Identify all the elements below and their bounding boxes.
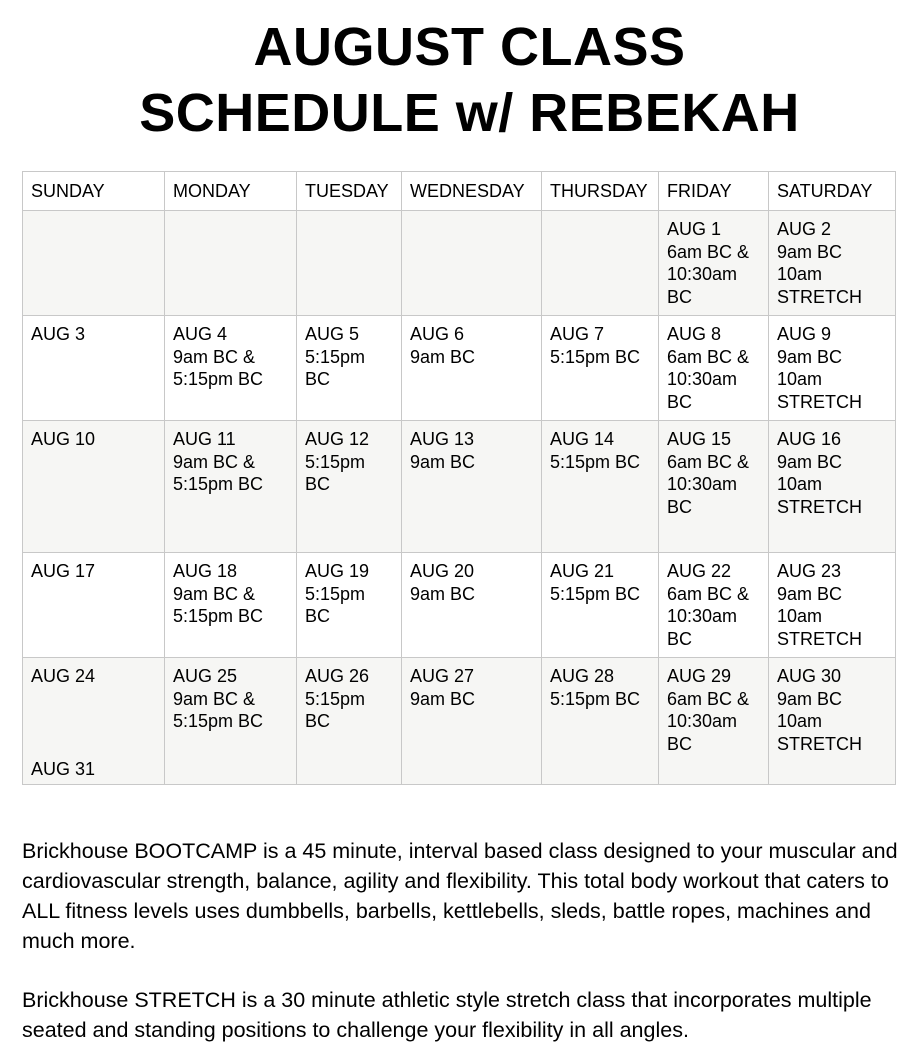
class-time-line: 5:15pm BC [173,711,264,731]
day-cell-content [31,665,156,778]
stretch-description: Brickhouse STRETCH is a 30 minute athletic style stretch class that incorporates multiple seated and standing positions to challenge your flexibility in all angles. [22,988,872,1042]
day-cell-content [410,665,533,778]
header-monday: MONDAY [165,172,297,211]
day-cell-content [305,218,393,309]
day-cell-thursday [542,316,659,421]
class-time-line: BC [305,606,331,626]
day-cell-thursday [542,553,659,658]
class-time-line: STRETCH [777,628,862,649]
day-cell-tuesday [297,553,402,658]
day-cell-content [550,218,650,309]
class-time-line: BC [305,711,331,731]
day-cell-content [410,323,533,414]
day-date-label: AUG 27 [410,666,475,686]
day-cell-content [667,323,760,414]
day-cell-content [31,323,156,414]
class-time-line: 10am [777,711,823,731]
day-cell-content [305,560,393,651]
day-cell-sunday [23,211,165,316]
class-time-line: 9am BC [410,583,476,604]
day-date-label: AUG 13 [410,429,475,449]
class-time-line: 10:30am [667,474,738,494]
day-cell-wednesday [402,421,542,553]
day-cell-wednesday [402,658,542,785]
week-row-2 [23,316,896,421]
class-time-line: 5:15pm BC [550,583,641,604]
class-time-line: 9am BC [410,451,476,472]
day-cell-content [550,428,650,546]
header-saturday: SATURDAY [769,172,896,211]
class-time-line: 9am BC & [173,688,256,709]
class-time-line: BC [667,391,693,412]
day-cell-monday [165,553,297,658]
class-time-line: 10:30am [667,264,738,284]
class-time-line: 10:30am [667,606,738,626]
class-time-line: 10:30am [667,369,738,389]
day-cell-content [667,665,760,778]
class-time-line: 5:15pm [305,688,366,709]
day-cell-saturday [769,421,896,553]
day-cell-friday [659,211,769,316]
class-time-line: 9am BC [777,241,843,262]
day-date-label: AUG 1 [667,219,722,239]
class-time-line: STRETCH [777,496,862,517]
day-cell-content [410,218,533,309]
class-time-line: 9am BC [410,346,476,367]
day-cell-monday [165,421,297,553]
day-cell-tuesday [297,658,402,785]
day-cell-saturday [769,553,896,658]
day-cell-content [667,218,760,309]
day-cell-thursday [542,211,659,316]
class-time-line: 5:15pm BC [173,606,264,626]
class-time-line: STRETCH [777,286,862,307]
day-cell-sunday [23,421,165,553]
bootcamp-description: Brickhouse BOOTCAMP is a 45 minute, interval based class designed to your muscular and cardiovascular strength, balance, agility and flexibility. This total body workout that caters to ALL fitness levels uses dumbbells, barbells, kettlebells, sleds, battle ropes, machines and much more. [22,839,898,953]
class-time-line: BC [305,369,331,389]
day-cell-content [410,428,533,546]
class-time-line: 6am BC & [667,241,750,262]
header-sunday: SUNDAY [23,172,165,211]
class-schedule-table [22,171,896,785]
class-time-line: 5:15pm BC [173,369,264,389]
day-date-label: AUG 4 [173,324,228,344]
class-time-line: 9am BC [777,346,843,367]
class-time-line: BC [667,496,693,517]
header-tuesday: TUESDAY [297,172,402,211]
day-cell-content [667,428,760,546]
day-date-label: AUG 9 [777,324,832,344]
day-cell-wednesday [402,316,542,421]
day-cell-tuesday [297,421,402,553]
title-line-2: SCHEDULE w/ REBEKAH [139,83,800,143]
class-time-line: STRETCH [777,391,862,412]
class-time-line: 9am BC [410,688,476,709]
day-cell-friday [659,553,769,658]
class-time-line: 5:15pm BC [550,451,641,472]
day-date-label: AUG 26 [305,666,370,686]
class-time-line: 5:15pm BC [550,688,641,709]
day-date-label: AUG 17 [31,561,96,581]
day-cell-content [550,323,650,414]
day-cell-wednesday [402,211,542,316]
day-cell-content [173,428,288,546]
day-date-label: AUG 16 [777,429,842,449]
class-time-line: 6am BC & [667,688,750,709]
day-date-label: AUG 11 [173,429,236,449]
class-time-line: 6am BC & [667,583,750,604]
class-time-line: 9am BC & [173,451,256,472]
day-cell-content [777,665,887,778]
class-time-line: BC [667,733,693,754]
day-date-label: AUG 15 [667,429,732,449]
day-date-label: AUG 20 [410,561,475,581]
day-date-label: AUG 25 [173,666,238,686]
class-time-line: 5:15pm BC [550,346,641,367]
day-date-label: AUG 28 [550,666,615,686]
day-cell-monday [165,658,297,785]
day-cell-content [173,323,288,414]
day-cell-sunday [23,553,165,658]
day-cell-content [31,560,156,651]
day-cell-friday [659,316,769,421]
class-time-line: 5:15pm [305,583,366,604]
day-cell-tuesday [297,211,402,316]
day-cell-saturday [769,316,896,421]
header-row [23,172,896,211]
day-cell-content [31,428,156,546]
class-time-line: 10:30am [667,711,738,731]
day-cell-content [777,560,887,651]
day-date-label: AUG 10 [31,429,96,449]
class-time-line: 9am BC [777,451,843,472]
week-row-5 [23,658,896,785]
class-time-line: BC [667,286,693,307]
day-date-label: AUG 29 [667,666,732,686]
day-cell-content [777,218,887,309]
day-cell-tuesday [297,316,402,421]
class-time-line: 5:15pm BC [173,474,264,494]
class-time-line: 9am BC [777,583,843,604]
day-cell-content [550,665,650,778]
day-cell-content [173,218,288,309]
day-date-label: AUG 24 [31,666,96,686]
class-time-line: 9am BC [777,688,843,709]
day-date-label: AUG 3 [31,324,86,344]
day-cell-content [305,665,393,778]
day-cell-content [667,560,760,651]
day-date-label: AUG 14 [550,429,615,449]
day-cell-content [305,428,393,546]
day-cell-content [31,218,156,309]
class-time-line: BC [667,628,693,649]
week-row-4 [23,553,896,658]
day-date-label: AUG 18 [173,561,238,581]
class-time-line: 10am [777,369,823,389]
day-date-label: AUG 6 [410,324,465,344]
day-cell-content [305,323,393,414]
class-time-line: STRETCH [777,733,862,754]
day-cell-thursday [542,421,659,553]
week-row-1 [23,211,896,316]
header-thursday: THURSDAY [542,172,659,211]
class-time-line: 10am [777,474,823,494]
class-time-line: 9am BC & [173,583,256,604]
class-time-line: 10am [777,606,823,626]
day-cell-content [173,560,288,651]
day-cell-sunday [23,658,165,785]
day-date-label: AUG 30 [777,666,842,686]
class-time-line: 9am BC & [173,346,256,367]
header-friday: FRIDAY [659,172,769,211]
header-wednesday: WEDNESDAY [402,172,542,211]
class-time-line: 5:15pm [305,346,366,367]
title-line-1: AUGUST CLASS [253,17,686,77]
day-cell-saturday [769,211,896,316]
day-date-label: AUG 5 [305,324,360,344]
day-cell-sunday [23,316,165,421]
class-time-line: 5:15pm [305,451,366,472]
class-time-line: 10am [777,264,823,284]
day-cell-content [173,665,288,778]
page-title [0,14,915,146]
day-date-label: AUG 7 [550,324,605,344]
day-cell-friday [659,421,769,553]
day-date-label: AUG 12 [305,429,370,449]
day-date-label-extra: AUG 31 [31,758,96,779]
day-cell-saturday [769,658,896,785]
day-cell-content [777,323,887,414]
day-cell-content [550,560,650,651]
class-time-line: 6am BC & [667,451,750,472]
day-cell-wednesday [402,553,542,658]
day-cell-monday [165,316,297,421]
day-cell-thursday [542,658,659,785]
class-time-line: 6am BC & [667,346,750,367]
day-cell-content [410,560,533,651]
day-cell-content [777,428,887,546]
day-date-label: AUG 21 [550,561,615,581]
day-cell-friday [659,658,769,785]
class-time-line: BC [305,474,331,494]
day-date-label: AUG 23 [777,561,842,581]
day-cell-monday [165,211,297,316]
day-date-label: AUG 8 [667,324,722,344]
day-date-label: AUG 19 [305,561,370,581]
day-date-label: AUG 22 [667,561,732,581]
day-date-label: AUG 2 [777,219,832,239]
week-row-3 [23,421,896,553]
